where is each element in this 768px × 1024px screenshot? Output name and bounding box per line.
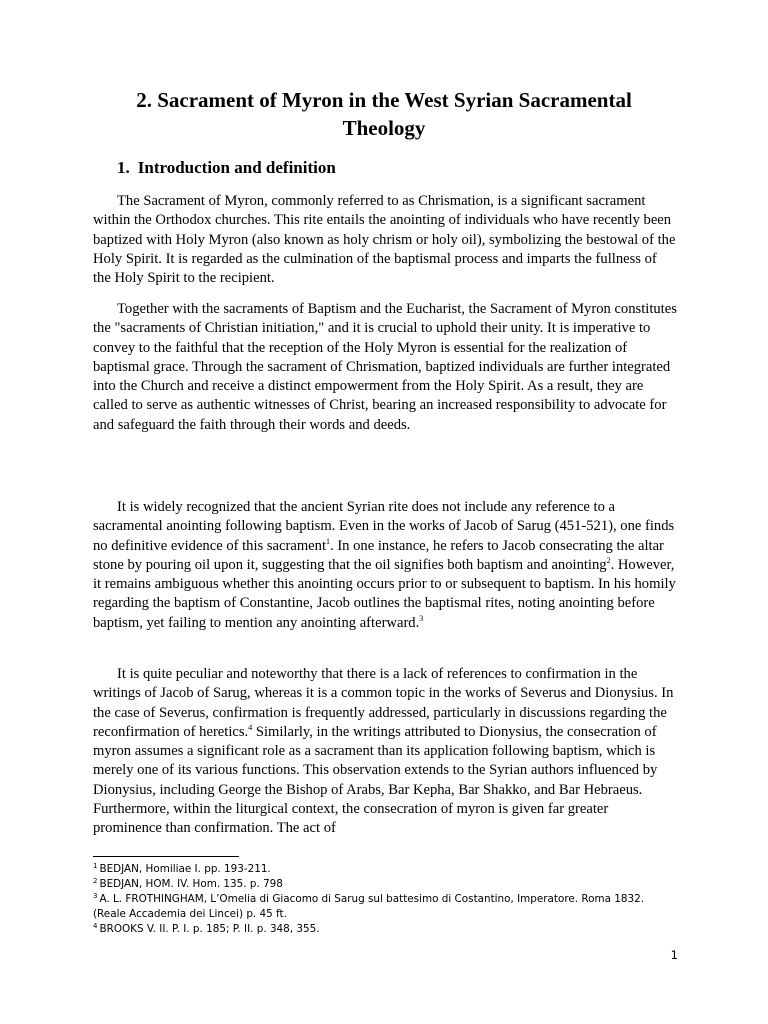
paragraph-3-text-3: . However, it remains ambiguous whether this anointing occurs prior to or subsequent to baptism. In his homily regarding the baptism of Constantine, Jacob outlines the baptismal rites, noting anointing before baptism, yet failing to mention any anointing afterward. — [93, 556, 676, 631]
paragraph-4-text-1: It is quite peculiar and noteworthy that there is a lack of references to confirmation in the writings of Jacob of Sarug, whereas it is a common topic in the works of Severus and Dionysius. In the case of Severus, confirmation is frequently addressed, particularly in discussions regarding the reconfirmation of heretics. — [93, 666, 674, 740]
footnote-mark: 4 — [93, 922, 98, 930]
page-title: 2. Sacrament of Myron in the West Syrian Sacramental Theology — [136, 88, 632, 140]
footnote-text: BROOKS V. II. P. I. p. 185; P. II. p. 348, 355. — [99, 923, 320, 935]
footnote-ref-1[interactable]: 1 — [326, 536, 331, 546]
footnote-ref-3[interactable]: 3 — [419, 613, 424, 623]
paragraph-3 — [93, 498, 677, 633]
page-number: 1 — [670, 948, 678, 962]
paragraph-3-text-1: It is widely recognized that the ancient Syrian rite does not include any reference to a sacramental anointing following baptism. Even in the works of Jacob of Sarug (451-521), one finds no definitive evidence of this sacrament — [93, 499, 675, 554]
paragraph-4-text-2: Similarly, in the writings attributed to Dionysius, the consecration of myron assumes a significant role as a sacrament than its application following baptism, which is merely one of its various functions. This observation extends to the Syrian authors influenced by Dionysius, including George the Bishop of Arabs, Bar Kepha, Bar Shakko, and Bar Hebraeus. Furthermore, within the liturgical context, the consecration of myron is given far greater prominence than confirmation. The act of — [93, 723, 658, 837]
paragraph-2: Together with the sacraments of Baptism and the Eucharist, the Sacrament of Myron constitutes the "sacraments of Christian initiation," and it is crucial to uphold their unity. It is imperative to convey to the faithful that the reception of the Holy Myron is essential for the realization of baptismal grace. Through the sacrament of Chrismation, baptized individuals are further integrated into the Church and receive a distinct empowerment from the Holy Spirit. As a result, they are called to serve as authentic witnesses of Christ, bearing an increased responsibility to advocate for and safeguard the faith through their words and deeds. — [93, 301, 677, 433]
footnote-4 — [93, 922, 677, 937]
paragraph-4 — [93, 665, 677, 839]
footnote-2 — [93, 877, 677, 892]
footnote-mark: 2 — [93, 877, 98, 885]
section-number: 1. — [117, 158, 130, 177]
footnotes — [93, 862, 677, 937]
footnote-ref-4[interactable]: 4 — [248, 722, 253, 732]
section-heading — [117, 157, 336, 179]
footnote-mark: 3 — [93, 892, 98, 900]
paragraph-1: The Sacrament of Myron, commonly referred to as Chrismation, is a significant sacrament within the Orthodox churches. This rite entails the anointing of individuals who have recently been baptized with Holy Myron (also known as holy chrism or holy oil), symbolizing the bestowal of the Holy Spirit. It is regarded as the culmination of the baptismal process and imparts the fullness of the Holy Spirit to the recipient. — [93, 193, 676, 287]
footnote-text: BEDJAN, Homiliae I. pp. 193-211. — [99, 863, 271, 875]
paragraph-3-text-2: . In one instance, he refers to Jacob consecrating the altar stone by pouring oil upon it, suggesting that the oil signifies both baptism and anointing — [93, 537, 664, 573]
footnote-ref-2[interactable]: 2 — [606, 555, 611, 565]
footnote-text: A. L. FROTHINGHAM, L’Omelia di Giacomo di Sarug sul battesimo di Costantino, Imperatore. Roma 1832. (Reale Accademia dei Lincei) p. 45 ft. — [93, 893, 645, 920]
footnote-mark: 1 — [93, 862, 98, 870]
footnote-separator — [93, 856, 239, 857]
footnote-1 — [93, 862, 677, 877]
footnote-3 — [93, 892, 677, 922]
footnote-text: BEDJAN, HOM. IV. Hom. 135. p. 798 — [99, 878, 283, 890]
section-heading-text: Introduction and definition — [137, 158, 336, 177]
